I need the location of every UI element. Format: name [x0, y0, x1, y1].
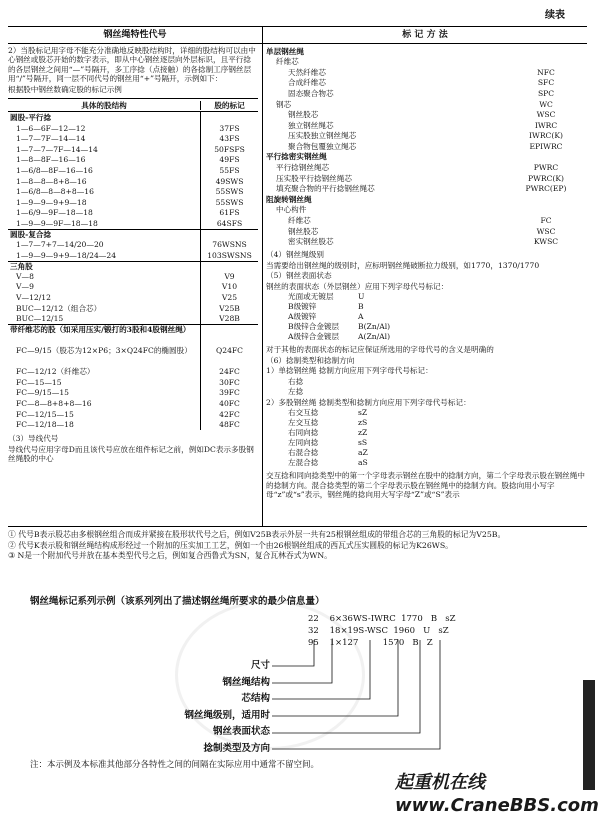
lay-heading: （6）捻制类型和捻制方向	[266, 355, 355, 365]
strand-structure-cell: 1—6—6F—12—12	[16, 123, 86, 133]
code-label: 纤维芯	[276, 57, 299, 67]
code-pair-row	[266, 312, 586, 322]
left-column	[8, 46, 258, 465]
code-row	[266, 226, 586, 237]
example-line: 22 6×36WS-IWRC 1770 B sZ	[308, 614, 456, 624]
code-value: SPC	[537, 88, 555, 98]
code-value: WC	[539, 99, 553, 109]
table-row	[8, 218, 258, 229]
example-note: 注：本示例及本标准其他部分各特性之间的间隔在实际应用中通常不留空间。	[30, 760, 320, 770]
strand-mark-cell	[200, 356, 258, 367]
strand-mark-cell	[200, 112, 258, 123]
table-row	[8, 314, 258, 325]
table-row	[8, 367, 258, 378]
strand-structure-cell: 1—9—9—9+9—18/24—24	[16, 250, 117, 260]
surface-note: 对于其他的表面状态的标记应保证所选用的字母代号的含义是明确的	[266, 345, 494, 355]
lay-explanation-text: 交互捻和同向捻类型中的第一个字母表示钢丝在股中的捻制方向，第二个字母表示股在钢丝绳中的捻制方向。混合捻类型的第二个字母表示股在钢丝绳中的捻制方向。股捻向用小写字母“z”或“s”表示，钢丝绳的捻向用大写字母“Z”或“S”表示	[266, 471, 585, 500]
strand-structure-cell: 1—7—7F—14—14	[16, 134, 86, 144]
code-row	[266, 88, 586, 99]
table-row	[8, 123, 258, 134]
label-surface: 钢丝表面状态	[212, 726, 270, 738]
code-pair-label: B级镀锌	[288, 302, 317, 312]
right-column-header: 标 记 方 法	[402, 30, 448, 40]
strand-mark-cell: 76WSNS	[200, 240, 258, 251]
label-size: 尺寸	[250, 660, 270, 671]
table-row	[8, 324, 258, 335]
code-pair-row	[266, 332, 586, 342]
table-row	[8, 345, 258, 356]
code-label: 纤维芯	[288, 216, 311, 226]
table-header	[8, 99, 258, 112]
table-row	[8, 282, 258, 293]
strand-mark-cell: V28B	[200, 314, 258, 325]
lay-section	[266, 345, 586, 407]
code-row	[266, 152, 586, 163]
column-divider	[262, 26, 263, 526]
code-value: KWSC	[533, 237, 559, 247]
example-leader-lines	[270, 640, 450, 755]
table-row	[8, 165, 258, 176]
lay-code-list	[266, 408, 586, 468]
table-row	[8, 271, 258, 282]
header-rule	[8, 43, 587, 44]
strand-structure-cell: 1—8—8—8+8—16	[16, 176, 87, 186]
code-label: 平行捻钢丝绳芯	[276, 163, 330, 173]
strand-mark-cell: 24FC	[200, 367, 258, 378]
label-rope-construction: 钢丝绳结构	[222, 676, 270, 688]
surface-text: 钢丝的表面状态（外层钢丝）应用下列字母代号标记：	[266, 281, 449, 291]
strand-mark-cell: 37FS	[200, 123, 258, 134]
strand-structure-cell: FC—12/15—15	[16, 409, 74, 419]
strand-mark-cell	[200, 230, 258, 240]
right-lay-label: 右捻	[288, 376, 304, 386]
strand-mark-cell: 49SWS	[200, 176, 258, 187]
example-line: 95 1×127 1570 B Z	[308, 638, 433, 648]
code-label: 天然纤维芯	[288, 67, 326, 77]
code-value: WSC	[536, 226, 556, 236]
code-value: EPIWRC	[529, 141, 563, 151]
strand-structure-cell: 1—7—7—7F—14—14	[16, 144, 98, 154]
strand-mark-cell: 48FC	[200, 420, 258, 431]
strand-structure-cell: FC—9/15—15	[16, 388, 69, 398]
surface-code-list	[266, 292, 586, 342]
code-value: PWRC(K)	[527, 173, 565, 183]
code-pair-label: 右混合捻	[288, 448, 319, 458]
strand-structure-cell: BUC—12/15	[16, 314, 64, 324]
table-row	[8, 176, 258, 187]
strand-mark-cell	[200, 262, 258, 272]
table-row	[8, 155, 258, 166]
code-pair-row	[266, 292, 586, 302]
code-pair-value: aZ	[358, 448, 368, 458]
code-pair-label: 右交互捻	[288, 408, 319, 418]
leader-construction	[272, 640, 332, 683]
table-row	[8, 144, 258, 155]
code-row	[266, 237, 586, 248]
code-value: PWRC(EP)	[525, 184, 567, 194]
code-row	[266, 46, 586, 57]
code-row	[266, 57, 586, 68]
strand-structure-cell: 圆股-平行捻	[10, 112, 52, 122]
table-row	[8, 187, 258, 198]
strand-structure-cell: 三角股	[10, 261, 33, 271]
strand-structure-cell: FC—15—15	[16, 377, 62, 387]
strand-mark-cell: 55SWS	[200, 187, 258, 198]
strand-mark-cell: 55SWS	[200, 197, 258, 208]
table-row	[8, 134, 258, 145]
code-row	[266, 78, 586, 89]
table-row	[8, 377, 258, 388]
page-edge-tab	[583, 680, 595, 790]
grade-section	[266, 250, 586, 291]
strand-mark-cell: 61FS	[200, 208, 258, 219]
strand-structure-cell: 1—6/9—9F—18—18	[16, 208, 93, 218]
code-pair-label: 左同向捻	[288, 438, 319, 448]
top-rule	[8, 26, 587, 27]
note-2: ② 代号K表示股和钢丝绳结构成形经过一个附加的压实加工工艺，例如一个由26根钢丝组成的西瓦式压实圆股的标记为K26WS。	[8, 540, 453, 550]
code-label: 合成纤维芯	[288, 78, 326, 88]
strand-mark-cell: 50FSFS	[200, 144, 258, 155]
col-header-mark: 股的标记	[200, 101, 258, 110]
code-pair-value: sZ	[358, 408, 368, 418]
strand-mark-cell: Q24FC	[200, 345, 258, 356]
strand-mark-cell	[200, 335, 258, 346]
strand-mark-cell: V25B	[200, 303, 258, 314]
leader-core	[272, 640, 370, 699]
table-row	[8, 112, 258, 123]
code-label: 填充聚合物的平行捻钢丝绳芯	[276, 184, 375, 194]
table-row	[8, 208, 258, 219]
right-column	[266, 46, 586, 501]
table-row	[8, 293, 258, 304]
strand-mark-cell: 55FS	[200, 165, 258, 176]
strand-structure-cell: FC—12/18—18	[16, 420, 74, 430]
code-label: 钢芯	[276, 99, 292, 109]
left-intro-caption: 根据股中钢丝数确定股的标记示例	[8, 84, 122, 94]
table-row	[8, 303, 258, 314]
code-row	[266, 216, 586, 227]
code-label: 密实钢丝股芯	[288, 237, 334, 247]
code-value: PWRC	[533, 163, 559, 173]
grade-heading: （4）钢丝绳级别	[266, 250, 324, 260]
left-tail-text: 导线代号应用字母D而且该代号应放在组件标记之前，例如DC表示多股钢丝绳股的中心	[8, 444, 254, 464]
col-header-structure: 具体的股结构	[81, 100, 127, 110]
code-value: FC	[540, 216, 552, 226]
continued-label: 续表	[545, 10, 565, 21]
single-lay-text: 1）单捻钢丝绳 捻制方向应用下列字母代号标记：	[266, 366, 433, 376]
code-label: 阻旋转钢丝绳	[266, 194, 312, 204]
strand-structure-cell: V—9	[16, 282, 34, 292]
strand-mark-cell: V10	[200, 282, 258, 293]
strand-mark-cell: 103SWSNS	[200, 250, 258, 261]
code-pair-label: B级锌合金镀层	[288, 322, 340, 332]
left-column-header: 钢丝绳特性代号	[103, 30, 167, 40]
label-lay: 捻制类型及方向	[203, 742, 270, 754]
code-row	[266, 194, 586, 205]
code-pair-row	[266, 438, 586, 448]
code-row	[266, 120, 586, 131]
code-pair-label: 左混合捻	[288, 458, 319, 468]
code-row	[266, 99, 586, 110]
code-pair-value: A	[358, 312, 364, 322]
table-row	[8, 229, 258, 240]
strand-mark-cell: V25	[200, 293, 258, 304]
strand-structure-cell: 1—8—8F—16—16	[16, 155, 86, 165]
code-pair-row	[266, 418, 586, 428]
strand-mark-cell: 64SFS	[200, 218, 258, 229]
strand-mark-cell: 49FS	[200, 155, 258, 166]
strand-structure-cell: 1—6/8—8—8+8—16	[16, 187, 94, 197]
code-row	[266, 173, 586, 184]
multi-lay-text: 2）多股钢丝绳 捻制类型和捻制方向应用下列字母代号标记：	[266, 397, 471, 407]
code-pair-value: B(Zn/Al)	[358, 322, 391, 332]
code-pair-row	[266, 302, 586, 312]
code-pair-label: A级镀锌	[288, 312, 317, 322]
table-row	[8, 398, 258, 409]
strand-structure-cell: 1—9—9—9F—18—18	[16, 218, 98, 228]
code-pair-row	[266, 322, 586, 332]
strand-structure-cell: FC—9/15（股芯为12×P6；3×Q24FC的椭圆股）	[16, 346, 192, 356]
code-value: SFC	[537, 78, 555, 88]
strand-mark-cell: 40FC	[200, 398, 258, 409]
strand-structure-cell: FC—8—8+8+8—16	[16, 399, 92, 408]
table-row	[8, 409, 258, 420]
left-intro-paragraph: 2）当股标记用字母不能充分准确地反映股结构时，详细的股结构可以由中心钢丝或股芯开始的数字表示，即从中心钢丝逐层向外层标识，且平行捻的各层钢丝之间用“—”号隔开，多工序捻（点接触）的各捻制工序钢丝层用“/”号隔开，同一层不同代号的钢丝用“+”号隔开，示例如下：	[8, 46, 256, 84]
code-label: 压实股平行捻钢丝绳芯	[276, 173, 352, 183]
code-value: WSC	[536, 110, 556, 120]
strand-structure-cell: 带纤维芯的股（如采用压实/锻打的3股和4股钢丝绳）	[10, 325, 191, 335]
left-tail-heading: （3）导线代号	[8, 434, 59, 444]
code-pair-value: zZ	[358, 428, 368, 438]
code-label: 中心构件	[276, 205, 307, 215]
left-lay-label: 左捻	[288, 387, 304, 397]
label-core: 芯结构	[241, 693, 270, 705]
table-body	[8, 112, 258, 430]
code-pair-row	[266, 408, 586, 418]
code-row	[266, 163, 586, 174]
note-1: ① 代号B表示股芯由多根钢丝组合而成并紧接在股形状代号之后，例如V25B表示外层一共有25根钢丝组成的带组合芯的三角股的标记为V25B。	[8, 530, 506, 539]
leader-size	[272, 640, 314, 666]
label-grade: 钢丝绳级别，适用时	[184, 709, 270, 721]
code-label: 压实股独立钢丝绳芯	[288, 131, 357, 141]
strand-structure-cell: BUC—12/12（组合芯）	[16, 303, 102, 313]
strand-mark-cell: 42FC	[200, 409, 258, 420]
table-row	[8, 420, 258, 431]
strand-example-table	[8, 98, 258, 430]
code-row	[266, 205, 586, 216]
code-pair-value: zS	[358, 418, 368, 428]
code-row	[266, 184, 586, 195]
table-row	[8, 356, 258, 367]
leader-grade	[272, 640, 398, 716]
code-label: 单层钢丝绳	[266, 46, 304, 56]
code-pair-value: aS	[358, 458, 368, 468]
table-row	[8, 388, 258, 399]
strand-mark-cell: V9	[200, 271, 258, 282]
strand-mark-cell: 43FS	[200, 134, 258, 145]
code-pair-label: 光面或无镀层	[288, 292, 334, 302]
code-label: 独立钢丝绳芯	[288, 120, 334, 130]
code-label: 平行捻密实钢丝绳	[266, 152, 327, 162]
code-pair-row	[266, 458, 586, 468]
code-value: NFC	[537, 67, 555, 77]
grade-text: 当需要给出钢丝绳的级别时，应标明钢丝绳破断拉力级别，如1770，1370/1770	[266, 260, 540, 270]
strand-structure-cell: 圆股-复合捻	[10, 230, 52, 239]
strand-structure-cell: V—12/12	[16, 293, 51, 303]
code-label: 钢丝股芯	[288, 110, 319, 120]
strand-mark-cell: 30FC	[200, 377, 258, 388]
code-pair-value: A(Zn/Al)	[358, 332, 391, 342]
core-code-list	[266, 46, 586, 247]
strand-structure-cell: 1—9—9—9+9—18	[16, 197, 87, 207]
strand-structure-cell: 1—7—7+7—14/20—20	[16, 240, 104, 250]
code-row	[266, 67, 586, 78]
code-pair-value: sS	[358, 438, 368, 448]
code-label: 聚合物包覆独立绳芯	[288, 141, 357, 151]
code-value: IWRC	[534, 120, 558, 130]
code-pair-value: B	[358, 302, 364, 312]
strand-mark-cell: 39FC	[200, 388, 258, 399]
code-pair-row	[266, 428, 586, 438]
table-row	[8, 240, 258, 251]
example-labels	[170, 660, 270, 760]
strand-structure-cell: V—8	[16, 271, 34, 281]
code-row	[266, 131, 586, 142]
code-pair-label: 右同向捻	[288, 428, 319, 438]
lay-explanation	[266, 471, 586, 499]
strand-mark-cell	[200, 325, 258, 335]
example-title: 钢丝绳标记系列示例（该系列列出了描述钢丝绳所要求的最少信息量）	[30, 596, 325, 607]
example-line: 32 18×19S-WSC 1960 U sZ	[308, 626, 449, 636]
code-pair-value: U	[358, 292, 365, 302]
table-row	[8, 335, 258, 346]
code-row	[266, 141, 586, 152]
code-pair-label: A级锌合金镀层	[288, 332, 340, 342]
code-label: 固态聚合物芯	[288, 88, 334, 98]
strand-structure-cell: FC—12/12（纤维芯）	[16, 367, 95, 377]
code-label: 钢丝股芯	[288, 226, 319, 236]
bottom-rule	[8, 526, 587, 527]
table-row	[8, 197, 258, 208]
strand-structure-cell: 1—6/8—8F—16—16	[16, 165, 93, 175]
code-pair-row	[266, 448, 586, 458]
code-row	[266, 110, 586, 121]
surface-heading: （5）钢丝表面状态	[266, 271, 332, 281]
table-row	[8, 250, 258, 261]
site-watermark: 起重机在线 www.CraneBBS.com	[395, 772, 599, 816]
footnotes	[8, 530, 583, 562]
table-row	[8, 261, 258, 272]
note-3: ③ N是一个附加代号并放在基本类型代号之后，例如复合西鲁式为SN，复合瓦林吞式为WN。	[8, 551, 332, 561]
code-pair-label: 左交互捻	[288, 418, 319, 428]
code-value: IWRC(K)	[529, 131, 563, 141]
